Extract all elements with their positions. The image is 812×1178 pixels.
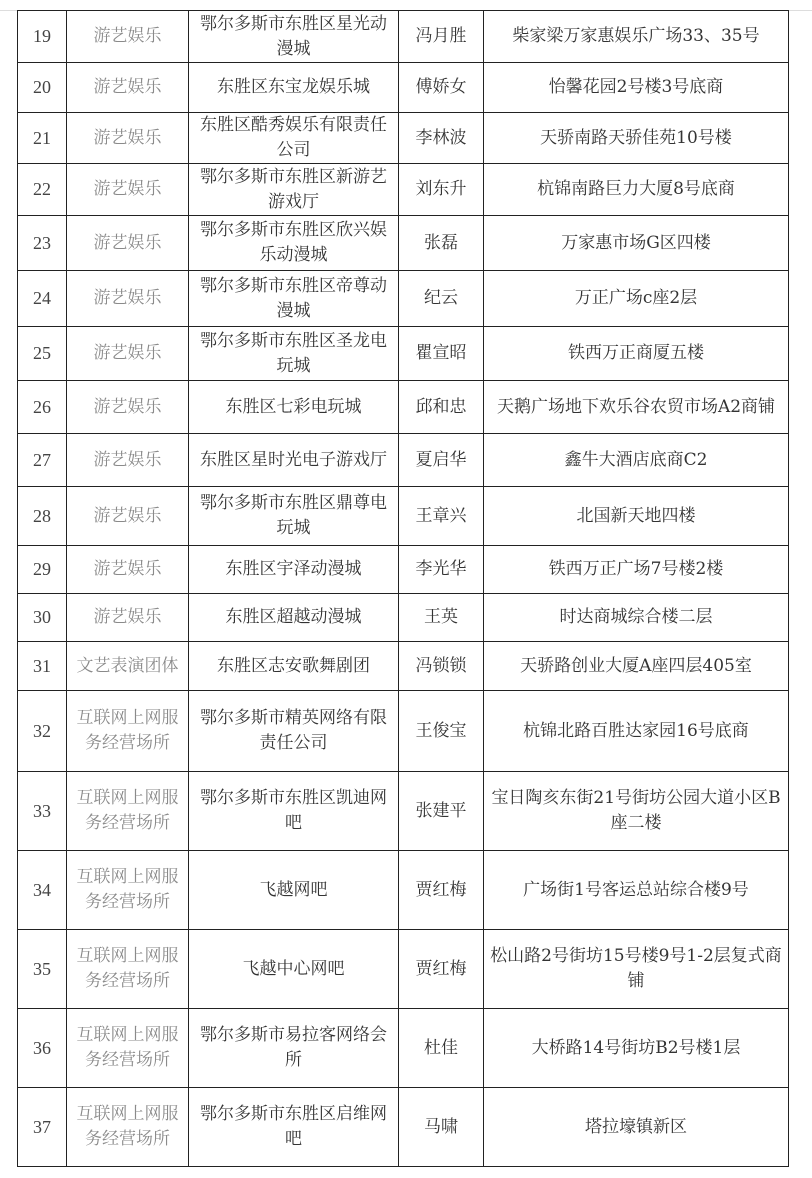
venue-name-cell: 东胜区东宝龙娱乐城 xyxy=(189,63,399,113)
venue-name-cell: 鄂尔多斯市东胜区欣兴娱乐动漫城 xyxy=(189,216,399,271)
venue-name-cell: 飞越网吧 xyxy=(189,851,399,930)
person-cell: 瞿宣昭 xyxy=(399,327,484,381)
venue-name-cell: 鄂尔多斯市东胜区鼎尊电玩城 xyxy=(189,487,399,546)
address-cell: 万正广场c座2层 xyxy=(484,271,789,327)
person-cell: 马啸 xyxy=(399,1088,484,1167)
venue-name-cell: 东胜区超越动漫城 xyxy=(189,594,399,642)
category-cell: 文艺表演团体 xyxy=(67,642,189,691)
category-cell: 游艺娱乐 xyxy=(67,434,189,487)
venue-name-cell: 鄂尔多斯市东胜区凯迪网吧 xyxy=(189,772,399,851)
category-cell: 互联网上网服务经营场所 xyxy=(67,691,189,772)
venue-table xyxy=(17,10,789,1167)
row-number: 21 xyxy=(18,113,67,164)
address-cell: 柴家梁万家惠娱乐广场33、35号 xyxy=(484,11,789,63)
venue-name-cell: 飞越中心网吧 xyxy=(189,930,399,1009)
person-cell: 邱和忠 xyxy=(399,381,484,434)
row-number: 32 xyxy=(18,691,67,772)
row-number: 34 xyxy=(18,851,67,930)
table-row xyxy=(18,216,789,271)
person-cell: 傅娇女 xyxy=(399,63,484,113)
person-cell: 李林波 xyxy=(399,113,484,164)
table-row xyxy=(18,327,789,381)
category-cell: 互联网上网服务经营场所 xyxy=(67,1009,189,1088)
category-cell: 互联网上网服务经营场所 xyxy=(67,851,189,930)
person-cell: 冯月胜 xyxy=(399,11,484,63)
row-number: 37 xyxy=(18,1088,67,1167)
person-cell: 李光华 xyxy=(399,546,484,594)
table-row xyxy=(18,164,789,216)
venue-name-cell: 东胜区星时光电子游戏厅 xyxy=(189,434,399,487)
table-row xyxy=(18,1088,789,1167)
row-number: 36 xyxy=(18,1009,67,1088)
row-number: 27 xyxy=(18,434,67,487)
table-row xyxy=(18,930,789,1009)
person-cell: 张磊 xyxy=(399,216,484,271)
address-cell: 天骄南路天骄佳苑10号楼 xyxy=(484,113,789,164)
address-cell: 杭锦北路百胜达家园16号底商 xyxy=(484,691,789,772)
venue-name-cell: 鄂尔多斯市东胜区启维网吧 xyxy=(189,1088,399,1167)
person-cell: 杜佳 xyxy=(399,1009,484,1088)
table-row xyxy=(18,63,789,113)
person-cell: 冯锁锁 xyxy=(399,642,484,691)
address-cell: 大桥路14号街坊B2号楼1层 xyxy=(484,1009,789,1088)
category-cell: 游艺娱乐 xyxy=(67,381,189,434)
category-cell: 互联网上网服务经营场所 xyxy=(67,930,189,1009)
venue-name-cell: 鄂尔多斯市易拉客网络会所 xyxy=(189,1009,399,1088)
row-number: 31 xyxy=(18,642,67,691)
address-cell: 万家惠市场G区四楼 xyxy=(484,216,789,271)
person-cell: 贾红梅 xyxy=(399,851,484,930)
table-row xyxy=(18,11,789,63)
category-cell: 互联网上网服务经营场所 xyxy=(67,772,189,851)
person-cell: 纪云 xyxy=(399,271,484,327)
category-cell: 游艺娱乐 xyxy=(67,546,189,594)
address-cell: 天骄路创业大厦A座四层405室 xyxy=(484,642,789,691)
person-cell: 王英 xyxy=(399,594,484,642)
venue-name-cell: 鄂尔多斯市精英网络有限责任公司 xyxy=(189,691,399,772)
venue-name-cell: 东胜区七彩电玩城 xyxy=(189,381,399,434)
person-cell: 夏启华 xyxy=(399,434,484,487)
table-row xyxy=(18,772,789,851)
row-number: 33 xyxy=(18,772,67,851)
row-number: 29 xyxy=(18,546,67,594)
address-cell: 怡馨花园2号楼3号底商 xyxy=(484,63,789,113)
venue-name-cell: 东胜区宇泽动漫城 xyxy=(189,546,399,594)
address-cell: 塔拉壕镇新区 xyxy=(484,1088,789,1167)
table-row xyxy=(18,487,789,546)
person-cell: 王俊宝 xyxy=(399,691,484,772)
person-cell: 张建平 xyxy=(399,772,484,851)
venue-name-cell: 鄂尔多斯市东胜区帝尊动漫城 xyxy=(189,271,399,327)
category-cell: 游艺娱乐 xyxy=(67,487,189,546)
table-row xyxy=(18,434,789,487)
table-row xyxy=(18,271,789,327)
row-number: 23 xyxy=(18,216,67,271)
row-number: 25 xyxy=(18,327,67,381)
category-cell: 游艺娱乐 xyxy=(67,11,189,63)
table-row xyxy=(18,113,789,164)
venue-name-cell: 鄂尔多斯市东胜区新游艺游戏厅 xyxy=(189,164,399,216)
venue-name-cell: 鄂尔多斯市东胜区星光动漫城 xyxy=(189,11,399,63)
address-cell: 广场街1号客运总站综合楼9号 xyxy=(484,851,789,930)
category-cell: 游艺娱乐 xyxy=(67,216,189,271)
address-cell: 北国新天地四楼 xyxy=(484,487,789,546)
category-cell: 互联网上网服务经营场所 xyxy=(67,1088,189,1167)
person-cell: 贾红梅 xyxy=(399,930,484,1009)
address-cell: 宝日陶亥东街21号街坊公园大道小区B座二楼 xyxy=(484,772,789,851)
row-number: 19 xyxy=(18,11,67,63)
category-cell: 游艺娱乐 xyxy=(67,271,189,327)
row-number: 20 xyxy=(18,63,67,113)
row-number: 30 xyxy=(18,594,67,642)
table-row xyxy=(18,691,789,772)
person-cell: 王章兴 xyxy=(399,487,484,546)
address-cell: 时达商城综合楼二层 xyxy=(484,594,789,642)
table-row xyxy=(18,1009,789,1088)
venue-name-cell: 东胜区志安歌舞剧团 xyxy=(189,642,399,691)
table-row xyxy=(18,851,789,930)
category-cell: 游艺娱乐 xyxy=(67,327,189,381)
address-cell: 鑫牛大酒店底商C2 xyxy=(484,434,789,487)
address-cell: 铁西万正商厦五楼 xyxy=(484,327,789,381)
person-cell: 刘东升 xyxy=(399,164,484,216)
row-number: 28 xyxy=(18,487,67,546)
address-cell: 松山路2号街坊15号楼9号1-2层复式商铺 xyxy=(484,930,789,1009)
category-cell: 游艺娱乐 xyxy=(67,113,189,164)
table-row xyxy=(18,642,789,691)
row-number: 24 xyxy=(18,271,67,327)
table-row xyxy=(18,594,789,642)
address-cell: 天鹅广场地下欢乐谷农贸市场A2商铺 xyxy=(484,381,789,434)
row-number: 22 xyxy=(18,164,67,216)
venue-name-cell: 东胜区酷秀娱乐有限责任公司 xyxy=(189,113,399,164)
venue-name-cell: 鄂尔多斯市东胜区圣龙电玩城 xyxy=(189,327,399,381)
table-row xyxy=(18,381,789,434)
address-cell: 杭锦南路巨力大厦8号底商 xyxy=(484,164,789,216)
row-number: 35 xyxy=(18,930,67,1009)
category-cell: 游艺娱乐 xyxy=(67,63,189,113)
category-cell: 游艺娱乐 xyxy=(67,594,189,642)
table-row xyxy=(18,546,789,594)
row-number: 26 xyxy=(18,381,67,434)
address-cell: 铁西万正广场7号楼2楼 xyxy=(484,546,789,594)
category-cell: 游艺娱乐 xyxy=(67,164,189,216)
